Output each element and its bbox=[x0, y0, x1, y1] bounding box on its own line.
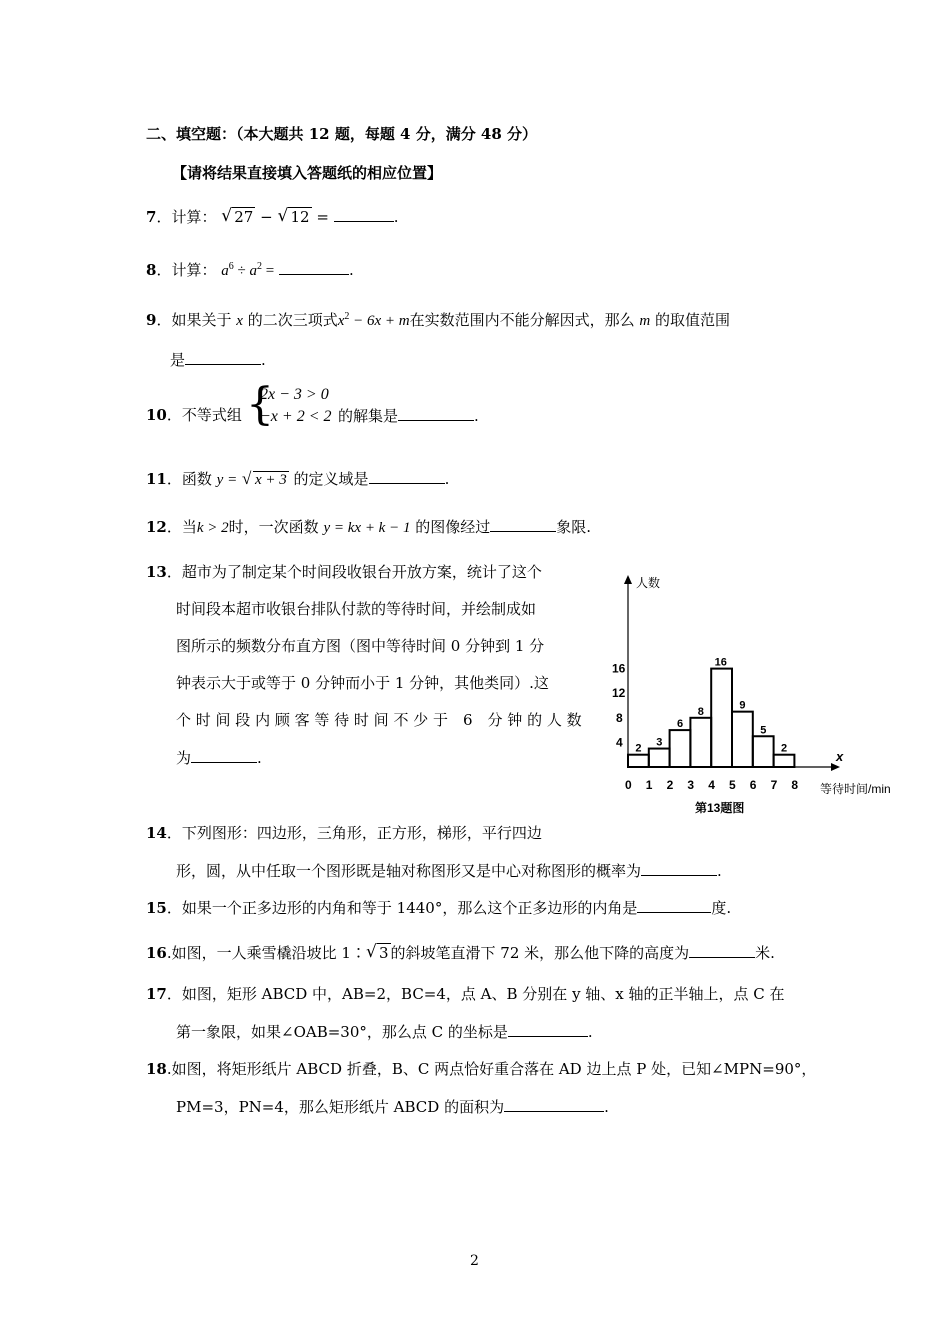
answer-blank[interactable] bbox=[689, 941, 755, 958]
question-number: 15 bbox=[146, 899, 167, 917]
x-tick-label: 7 bbox=[770, 778, 778, 792]
question-9-line-2 bbox=[170, 348, 266, 371]
section-title: 二、填空题：（本大题共 12 题，每题 4 分，满分 48 分） bbox=[146, 125, 538, 143]
question-text: ．计算： bbox=[156, 261, 217, 279]
question-14-line-2 bbox=[176, 859, 722, 882]
question-14 bbox=[146, 822, 542, 844]
question-9 bbox=[146, 306, 730, 332]
brace: { bbox=[246, 379, 274, 430]
question-text: 的图像经过 bbox=[415, 518, 491, 536]
question-text: ．如果关于 bbox=[156, 311, 232, 329]
question-text: .如图，将矩形纸片 ABCD 折叠，B、C 两点恰好重合落在 AD 边上点 P 处，已知∠MPN=90°， bbox=[166, 1060, 817, 1078]
period: . bbox=[444, 470, 450, 488]
question-text: 在实数范围内不能分解因式，那么 bbox=[409, 311, 635, 329]
question-text: ．不等式组 bbox=[166, 406, 242, 424]
question-number: 7 bbox=[146, 208, 157, 226]
question-text: ．超市为了制定某个时间段收银台开放方案，统计了这个 bbox=[166, 563, 542, 581]
question-text: 的解集是 bbox=[338, 407, 399, 425]
bar-value-label: 9 bbox=[739, 699, 746, 712]
histogram-bar bbox=[732, 712, 753, 767]
y-tick-label: 4 bbox=[616, 735, 623, 750]
inequality: 2x − 3 > 0 bbox=[260, 386, 329, 403]
operator: − bbox=[260, 208, 273, 226]
question-text: ．函数 bbox=[166, 470, 212, 488]
question-15 bbox=[146, 896, 731, 919]
radical: √ 3 bbox=[365, 942, 389, 962]
bar-value-label: 2 bbox=[781, 742, 788, 755]
question-number: 14 bbox=[146, 824, 167, 842]
x-tick-label: 5 bbox=[729, 778, 736, 792]
x-tick-label: 8 bbox=[791, 778, 799, 792]
question-7 bbox=[146, 205, 398, 228]
question-text: 米. bbox=[755, 944, 775, 962]
question-text: 钟表示大于或等于 0 分钟而小于 1 分钟，其他类同）.这 bbox=[176, 674, 549, 692]
period: . bbox=[474, 407, 479, 425]
period: . bbox=[393, 208, 399, 226]
period: . bbox=[261, 351, 266, 369]
bar-value-label: 3 bbox=[656, 736, 663, 749]
x-tick-label: 6 bbox=[749, 778, 757, 792]
question-text: 个 时 间 段 内 顾 客 等 待 时 间 不 少 于 6 分 钟 的 人 数 bbox=[176, 711, 582, 729]
question-number: 17 bbox=[146, 985, 167, 1003]
question-text: ．如果一个正多边形的内角和等于 1440°，那么这个正多边形的内角是 bbox=[166, 899, 638, 917]
answer-blank[interactable] bbox=[508, 1020, 588, 1037]
answer-blank[interactable] bbox=[641, 859, 717, 876]
answer-blank[interactable] bbox=[504, 1095, 604, 1112]
math-expression: k > 2 bbox=[196, 520, 229, 536]
radicand: 12 bbox=[290, 208, 310, 226]
question-text: .如图，一人乘雪橇沿坡比 1∶ bbox=[166, 944, 366, 962]
answer-blank[interactable] bbox=[398, 404, 474, 421]
question-number: 8 bbox=[146, 261, 157, 279]
question-text: 的斜坡笔直滑下 72 米，那么他下降的高度为 bbox=[390, 944, 690, 962]
answer-blank[interactable] bbox=[191, 746, 257, 763]
histogram-chart bbox=[600, 565, 920, 825]
page-number: 2 bbox=[470, 1253, 479, 1269]
question-number: 16 bbox=[146, 944, 167, 962]
y-tick-label: 8 bbox=[616, 710, 623, 725]
histogram-bar bbox=[711, 669, 732, 767]
question-number: 13 bbox=[146, 563, 167, 581]
question-text: 的定义域是 bbox=[293, 470, 369, 488]
histogram-bar bbox=[670, 730, 691, 767]
x-axis-arrow bbox=[831, 763, 840, 771]
math-expression: $x^2 - 6x + m$ bbox=[337, 311, 410, 329]
histogram-bar bbox=[628, 755, 649, 767]
bar-value-label: 16 bbox=[714, 656, 727, 669]
question-18-line-2 bbox=[176, 1095, 609, 1118]
x-axis-symbol: x bbox=[836, 749, 844, 764]
question-text: 是 bbox=[170, 351, 186, 369]
question-8 bbox=[146, 256, 354, 282]
math-expression: $a^6 \div a^2$ = bbox=[221, 261, 275, 279]
x-tick-label: 2 bbox=[666, 778, 674, 792]
answer-blank[interactable] bbox=[185, 348, 261, 365]
chart-caption: 第13题图 bbox=[695, 801, 745, 815]
radical: √ 12 bbox=[277, 206, 310, 226]
x-axis-label: 等待时间/min bbox=[820, 782, 891, 796]
period: . bbox=[717, 862, 722, 880]
histogram-bar bbox=[649, 749, 670, 767]
histogram-bar bbox=[753, 736, 774, 767]
period: . bbox=[257, 749, 262, 767]
radical: √ 27 bbox=[221, 206, 254, 226]
bar-value-label: 5 bbox=[760, 724, 767, 737]
question-text: ．计算： bbox=[156, 208, 217, 226]
bar-value-label: 8 bbox=[697, 705, 704, 718]
question-text: 的取值范围 bbox=[655, 311, 731, 329]
question-16 bbox=[146, 941, 775, 964]
question-text: 的二次三项式 bbox=[247, 311, 338, 329]
histogram-bar bbox=[690, 718, 711, 767]
answer-blank[interactable] bbox=[279, 258, 349, 275]
variable: m bbox=[639, 313, 651, 329]
radical: √ x + 3 bbox=[241, 469, 287, 488]
question-text: ．下列图形：四边形，三角形，正方形，梯形，平行四边 bbox=[166, 824, 542, 842]
radicand: 27 bbox=[234, 208, 254, 226]
section-instruction: 【请将结果直接填入答题纸的相应位置】 bbox=[172, 164, 443, 182]
histogram-bar bbox=[774, 755, 795, 767]
question-12 bbox=[146, 515, 591, 539]
question-17 bbox=[146, 983, 785, 1005]
x-tick-label: 3 bbox=[687, 778, 695, 792]
bar-value-label: 2 bbox=[635, 742, 642, 755]
question-11 bbox=[146, 467, 449, 491]
inequality-system bbox=[246, 379, 332, 430]
y-tick-label: 16 bbox=[612, 661, 626, 676]
question-text: PM=3，PN=4，那么矩形纸片 ABCD 的面积为 bbox=[176, 1098, 505, 1116]
x-tick-label: 1 bbox=[645, 778, 653, 792]
period: . bbox=[604, 1098, 609, 1116]
x-tick-label: 0 bbox=[625, 778, 632, 792]
math-expression: y = kx + k − 1 bbox=[323, 520, 411, 536]
math-expression: y = bbox=[216, 472, 238, 488]
question-text: 时，一次函数 bbox=[228, 518, 319, 536]
question-text: 时间段本超市收银台排队付款的等待时间，并绘制成如 bbox=[176, 600, 537, 618]
question-number: 9 bbox=[146, 311, 157, 329]
question-text: 为 bbox=[176, 749, 192, 767]
period: . bbox=[348, 261, 354, 279]
answer-blank[interactable] bbox=[334, 205, 394, 222]
question-text: 第一象限，如果∠OAB=30°，那么点 C 的坐标是 bbox=[176, 1023, 508, 1041]
question-10 bbox=[146, 404, 242, 426]
question-10-tail bbox=[338, 404, 479, 427]
question-text: 度. bbox=[711, 899, 732, 917]
question-17-line-2 bbox=[176, 1020, 593, 1043]
y-axis-label: 人数 bbox=[636, 576, 661, 590]
inequality: −x + 2 < 2 bbox=[260, 408, 332, 425]
question-text: 图所示的频数分布直方图（图中等待时间 0 分钟到 1 分 bbox=[176, 637, 545, 655]
x-tick-label: 4 bbox=[708, 778, 715, 792]
period: . bbox=[587, 1023, 593, 1041]
question-13 bbox=[146, 561, 542, 583]
answer-blank[interactable] bbox=[490, 515, 556, 532]
equals-sign: = bbox=[316, 208, 329, 226]
question-number: 11 bbox=[146, 470, 167, 488]
question-text: 象限. bbox=[556, 518, 592, 536]
question-number: 18 bbox=[146, 1060, 167, 1078]
y-tick-label: 12 bbox=[612, 686, 626, 701]
variable: x bbox=[236, 313, 243, 329]
y-axis-arrow bbox=[624, 575, 632, 584]
question-number: 10 bbox=[146, 406, 167, 424]
question-18 bbox=[146, 1058, 816, 1080]
question-text: ．当 bbox=[166, 518, 197, 536]
answer-blank[interactable] bbox=[369, 467, 445, 484]
question-number: 12 bbox=[146, 518, 167, 536]
bar-value-label: 6 bbox=[677, 718, 684, 731]
answer-blank[interactable] bbox=[637, 896, 711, 913]
question-13-answer-line bbox=[176, 746, 262, 769]
question-text: ．如图，矩形 ABCD 中，AB=2，BC=4，点 A、B 分别在 y 轴、x 轴的正半轴上，点 C 在 bbox=[166, 985, 785, 1003]
question-text: 形，圆，从中任取一个图形既是轴对称图形又是中心对称图形的概率为 bbox=[176, 862, 642, 880]
